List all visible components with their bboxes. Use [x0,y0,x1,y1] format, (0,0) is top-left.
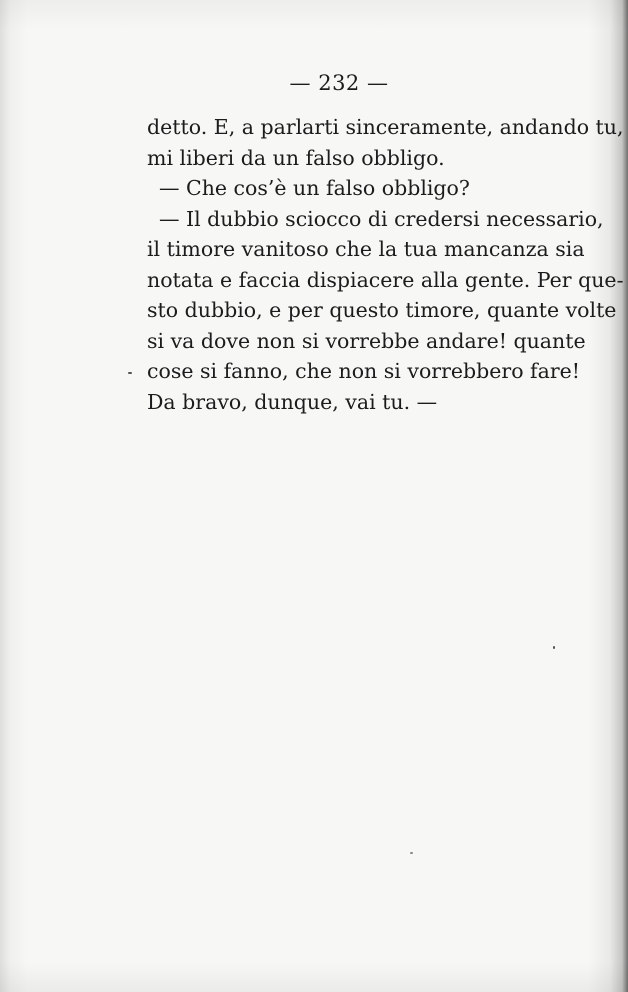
text-line: detto. E, a parlarti sinceramente, andando tu, [147,115,624,139]
ink-speck [410,852,413,854]
text-line: sto dubbio, e per questo timore, quante volte [147,298,617,322]
text-line: cose si fanno, che non si vorrebbero fare! [147,359,581,383]
body-text [147,112,624,417]
ink-speck [128,372,132,374]
text-line: si va dove non si vorrebbe andare! quante [147,328,586,353]
text-line: notata e faccia dispiacere alla gente. Per que- [147,267,624,292]
ink-speck [553,646,555,649]
text-line: il timore vanitoso che la tua mancanza sia [147,237,585,261]
dialogue-line: — Il dubbio sciocco di credersi necessario, [159,206,604,231]
page-number: — 232 — [289,71,389,95]
text-line: mi liberi da un falso obbligo. [147,145,445,170]
text-line: Da bravo, dunque, vai tu. — [147,389,438,414]
dialogue-line: — Che cos’è un falso obbligo? [159,176,470,200]
